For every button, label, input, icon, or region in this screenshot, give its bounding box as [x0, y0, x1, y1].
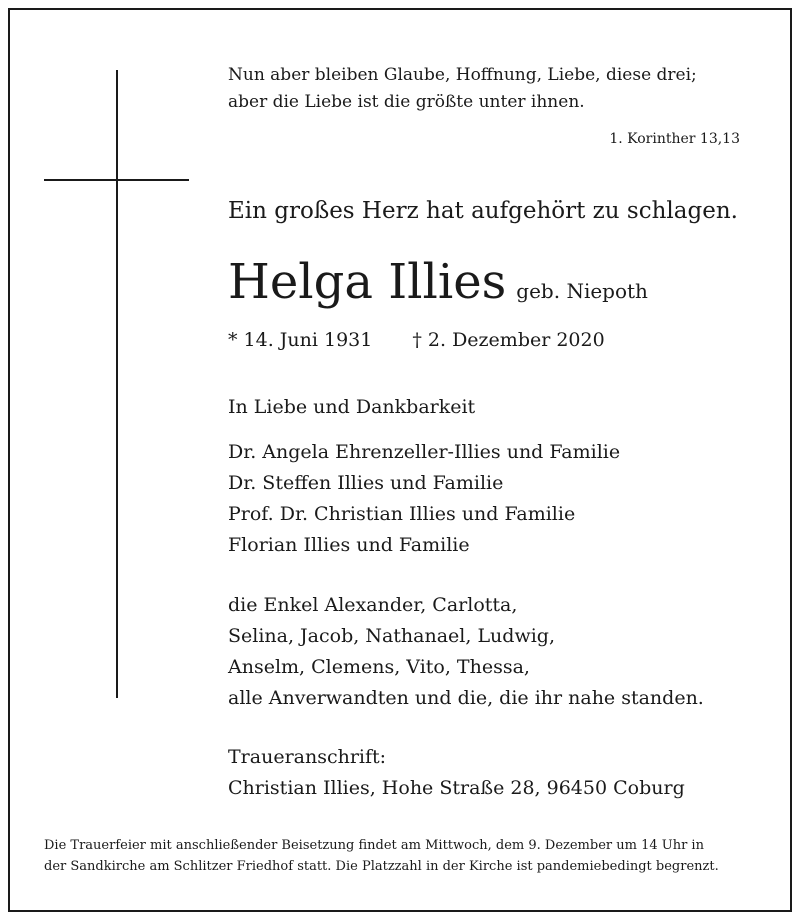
- verse-reference: 1. Korinther 13,13: [609, 131, 740, 147]
- grandchildren-line: Anselm, Clemens, Vito, Thessa,: [228, 656, 530, 678]
- deceased-name: Helga Illies: [228, 254, 507, 310]
- funeral-notice: [44, 835, 764, 877]
- mourning-address: Christian Illies, Hohe Straße 28, 96450 Coburg: [228, 777, 685, 799]
- cross-vertical-bar: [116, 70, 118, 698]
- birth-date: * 14. Juni 1931: [228, 329, 373, 351]
- mourning-address-label: Traueranschrift:: [228, 746, 387, 768]
- deceased-name-row: [228, 252, 648, 312]
- family-member: Dr. Steffen Illies und Familie: [228, 472, 504, 494]
- thanks-line: In Liebe und Dankbarkeit: [228, 396, 476, 418]
- funeral-line: Die Trauerfeier mit anschließender Beisetzung findet am Mittwoch, dem 9. Dezember um 14 Uhr in: [44, 838, 704, 853]
- family-list: [228, 437, 620, 561]
- maiden-name: geb. Niepoth: [516, 279, 648, 303]
- verse-line: aber die Liebe ist die größte unter ihnen.: [228, 92, 585, 112]
- funeral-line: der Sandkirche am Schlitzer Friedhof statt. Die Platzzahl in der Kirche ist pandemiebedingt begrenzt.: [44, 859, 719, 874]
- grandchildren-line: alle Anverwandten und die, die ihr nahe standen.: [228, 687, 704, 709]
- headline: Ein großes Herz hat aufgehört zu schlagen.: [228, 198, 738, 224]
- bible-verse: [228, 62, 697, 116]
- family-member: Dr. Angela Ehrenzeller-Illies und Familie: [228, 441, 621, 463]
- cross-horizontal-bar: [44, 179, 189, 181]
- grandchildren-line: Selina, Jacob, Nathanael, Ludwig,: [228, 625, 555, 647]
- death-date: † 2. Dezember 2020: [412, 329, 605, 351]
- life-dates: [228, 326, 605, 354]
- family-member: Florian Illies und Familie: [228, 534, 470, 556]
- family-member: Prof. Dr. Christian Illies und Familie: [228, 503, 576, 525]
- grandchildren-list: [228, 590, 704, 714]
- grandchildren-line: die Enkel Alexander, Carlotta,: [228, 594, 518, 616]
- verse-line: Nun aber bleiben Glaube, Hoffnung, Liebe, diese drei;: [228, 65, 697, 85]
